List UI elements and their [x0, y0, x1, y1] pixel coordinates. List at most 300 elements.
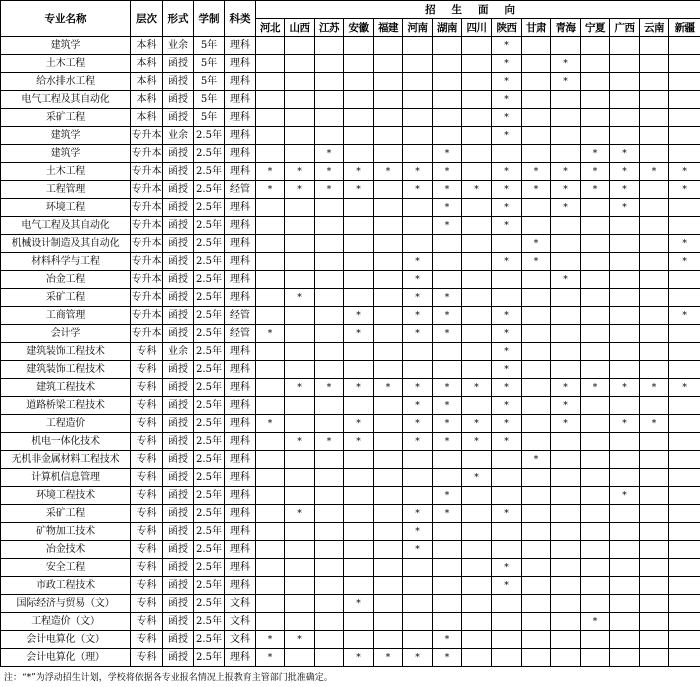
cell-province-mark [403, 127, 433, 145]
header-province: 陕西 [492, 19, 522, 37]
cell-province-mark [256, 253, 285, 271]
cell-form: 函授 [163, 325, 194, 343]
cell-province-mark [285, 415, 315, 433]
cell-province-mark: * [492, 577, 522, 595]
cell-category: 理科 [225, 343, 256, 361]
cell-province-mark: * [374, 649, 403, 667]
cell-province-mark: * [315, 379, 344, 397]
cell-province-mark: * [403, 163, 433, 181]
cell-province-mark [433, 613, 462, 631]
cell-province-mark [610, 469, 640, 487]
cell-level: 专升本 [131, 145, 163, 163]
cell-category: 理科 [225, 469, 256, 487]
cell-province-mark [285, 397, 315, 415]
cell-province-mark [640, 505, 669, 523]
cell-province-mark [374, 127, 403, 145]
cell-form: 函授 [163, 433, 194, 451]
cell-province-mark [462, 163, 492, 181]
cell-category: 理科 [225, 253, 256, 271]
header-province: 广西 [610, 19, 640, 37]
cell-province-mark [285, 217, 315, 235]
cell-province-mark [344, 235, 374, 253]
cell-province-mark [315, 217, 344, 235]
cell-province-mark [492, 487, 522, 505]
cell-years: 2.5年 [194, 451, 225, 469]
cell-province-mark [551, 559, 581, 577]
cell-province-mark [256, 109, 285, 127]
cell-province-mark [610, 325, 640, 343]
cell-province-mark [462, 577, 492, 595]
cell-province-mark [374, 631, 403, 649]
cell-province-mark: * [344, 415, 374, 433]
cell-province-mark [610, 271, 640, 289]
cell-province-mark [581, 289, 610, 307]
cell-province-mark [315, 91, 344, 109]
cell-province-mark [462, 451, 492, 469]
cell-province-mark [669, 577, 700, 595]
cell-province-mark [522, 91, 551, 109]
cell-province-mark: * [610, 199, 640, 217]
cell-province-mark [433, 37, 462, 55]
cell-province-mark [374, 307, 403, 325]
cell-province-mark: * [285, 163, 315, 181]
cell-province-mark: * [640, 379, 669, 397]
cell-form: 函授 [163, 73, 194, 91]
cell-province-mark [669, 55, 700, 73]
cell-province-mark [581, 577, 610, 595]
cell-province-mark [522, 523, 551, 541]
cell-province-mark: * [492, 415, 522, 433]
cell-province-mark [256, 37, 285, 55]
cell-province-mark: * [492, 73, 522, 91]
cell-category: 理科 [225, 379, 256, 397]
cell-province-mark [462, 199, 492, 217]
cell-years: 2.5年 [194, 559, 225, 577]
header-row [1, 1, 700, 19]
cell-form: 函授 [163, 415, 194, 433]
cell-province-mark [551, 289, 581, 307]
cell-province-mark [581, 559, 610, 577]
cell-category: 理科 [225, 451, 256, 469]
cell-province-mark: * [315, 145, 344, 163]
cell-province-mark: * [462, 181, 492, 199]
cell-province-mark [640, 181, 669, 199]
cell-province-mark: * [315, 433, 344, 451]
cell-province-mark [581, 253, 610, 271]
cell-province-mark [581, 631, 610, 649]
cell-province-mark [522, 73, 551, 91]
footnote: 注：“*”为浮动招生计划，学校将依据各专业报名情况上报教育主管部门批准确定。 [4, 673, 333, 683]
cell-province-mark: * [256, 649, 285, 667]
cell-province-mark [581, 91, 610, 109]
cell-province-mark: * [403, 397, 433, 415]
cell-major: 给水排水工程 [1, 73, 131, 91]
cell-province-mark: * [492, 199, 522, 217]
cell-level: 专科 [131, 595, 163, 613]
cell-province-mark [462, 523, 492, 541]
cell-province-mark [285, 271, 315, 289]
cell-province-mark [669, 433, 700, 451]
cell-province-mark [551, 361, 581, 379]
cell-province-mark [610, 577, 640, 595]
cell-province-mark [640, 433, 669, 451]
cell-province-mark [344, 343, 374, 361]
cell-province-mark [640, 577, 669, 595]
cell-major: 会计电算化（文） [1, 631, 131, 649]
cell-province-mark [462, 343, 492, 361]
cell-province-mark [551, 433, 581, 451]
cell-province-mark [315, 469, 344, 487]
cell-province-mark [610, 73, 640, 91]
cell-province-mark [374, 145, 403, 163]
cell-province-mark [610, 523, 640, 541]
table-row [1, 469, 700, 487]
cell-province-mark [344, 91, 374, 109]
cell-level: 专科 [131, 397, 163, 415]
cell-province-mark [256, 487, 285, 505]
cell-province-mark [581, 415, 610, 433]
cell-form: 函授 [163, 523, 194, 541]
cell-province-mark [640, 289, 669, 307]
cell-province-mark [669, 109, 700, 127]
cell-province-mark [669, 595, 700, 613]
cell-province-mark [640, 361, 669, 379]
cell-province-mark [669, 271, 700, 289]
cell-years: 5年 [194, 91, 225, 109]
cell-form: 函授 [163, 91, 194, 109]
table-row [1, 253, 700, 271]
cell-province-mark [256, 577, 285, 595]
cell-province-mark [551, 37, 581, 55]
table-row [1, 487, 700, 505]
cell-province-mark [256, 433, 285, 451]
cell-province-mark [581, 307, 610, 325]
cell-level: 专科 [131, 613, 163, 631]
table-row [1, 109, 700, 127]
cell-province-mark [640, 55, 669, 73]
cell-years: 2.5年 [194, 343, 225, 361]
cell-years: 2.5年 [194, 541, 225, 559]
cell-province-mark [581, 505, 610, 523]
cell-province-mark [610, 55, 640, 73]
cell-years: 2.5年 [194, 649, 225, 667]
cell-province-mark [462, 325, 492, 343]
cell-province-mark [669, 397, 700, 415]
cell-years: 2.5年 [194, 325, 225, 343]
header-province: 山西 [285, 19, 315, 37]
cell-category: 理科 [225, 361, 256, 379]
cell-province-mark [640, 73, 669, 91]
cell-province-mark [462, 271, 492, 289]
cell-major: 道路桥梁工程技术 [1, 397, 131, 415]
cell-level: 专科 [131, 433, 163, 451]
cell-province-mark: * [285, 289, 315, 307]
cell-province-mark [640, 91, 669, 109]
cell-province-mark: * [433, 163, 462, 181]
cell-province-mark [403, 631, 433, 649]
cell-category: 理科 [225, 289, 256, 307]
cell-province-mark [315, 127, 344, 145]
cell-province-mark [551, 487, 581, 505]
cell-category: 理科 [225, 433, 256, 451]
cell-province-mark [669, 649, 700, 667]
cell-province-mark [522, 487, 551, 505]
cell-province-mark [403, 361, 433, 379]
header-direction: 招生面向 [256, 1, 700, 19]
cell-province-mark [522, 649, 551, 667]
cell-province-mark [581, 523, 610, 541]
table-row [1, 343, 700, 361]
cell-province-mark: * [344, 181, 374, 199]
cell-province-mark [669, 631, 700, 649]
cell-major: 建筑学 [1, 37, 131, 55]
table-row [1, 595, 700, 613]
cell-province-mark [669, 361, 700, 379]
cell-province-mark [285, 649, 315, 667]
cell-category: 理科 [225, 559, 256, 577]
cell-province-mark [610, 217, 640, 235]
cell-province-mark: * [492, 397, 522, 415]
cell-province-mark [522, 343, 551, 361]
cell-province-mark: * [433, 217, 462, 235]
cell-province-mark: * [256, 631, 285, 649]
cell-province-mark [610, 253, 640, 271]
cell-province-mark [315, 253, 344, 271]
cell-province-mark [640, 559, 669, 577]
header-province: 宁夏 [581, 19, 610, 37]
cell-province-mark [256, 199, 285, 217]
cell-province-mark: * [285, 379, 315, 397]
header-level: 层次 [131, 1, 163, 37]
cell-province-mark [344, 631, 374, 649]
cell-category: 经管 [225, 325, 256, 343]
cell-level: 本科 [131, 109, 163, 127]
cell-province-mark [610, 91, 640, 109]
cell-province-mark: * [492, 361, 522, 379]
cell-province-mark [669, 145, 700, 163]
cell-province-mark: * [433, 199, 462, 217]
cell-level: 专科 [131, 451, 163, 469]
cell-category: 理科 [225, 397, 256, 415]
cell-form: 函授 [163, 199, 194, 217]
cell-province-mark [433, 109, 462, 127]
cell-major: 会计电算化（理） [1, 649, 131, 667]
cell-category: 理科 [225, 73, 256, 91]
cell-category: 理科 [225, 37, 256, 55]
cell-level: 专科 [131, 523, 163, 541]
cell-form: 函授 [163, 109, 194, 127]
cell-province-mark [315, 343, 344, 361]
cell-province-mark [374, 559, 403, 577]
cell-province-mark: * [522, 451, 551, 469]
cell-province-mark: * [610, 487, 640, 505]
cell-years: 2.5年 [194, 235, 225, 253]
cell-province-mark: * [403, 289, 433, 307]
cell-major: 环境工程技术 [1, 487, 131, 505]
table-row [1, 145, 700, 163]
cell-province-mark [581, 217, 610, 235]
cell-province-mark [344, 397, 374, 415]
cell-province-mark [610, 451, 640, 469]
cell-level: 专科 [131, 361, 163, 379]
cell-province-mark: * [403, 271, 433, 289]
cell-province-mark [256, 271, 285, 289]
cell-years: 2.5年 [194, 577, 225, 595]
cell-province-mark [433, 523, 462, 541]
cell-level: 本科 [131, 73, 163, 91]
cell-province-mark [285, 577, 315, 595]
cell-years: 2.5年 [194, 361, 225, 379]
table-row [1, 127, 700, 145]
cell-years: 2.5年 [194, 613, 225, 631]
cell-major: 机械设计制造及其自动化 [1, 235, 131, 253]
cell-province-mark [344, 289, 374, 307]
cell-province-mark: * [344, 433, 374, 451]
cell-years: 2.5年 [194, 163, 225, 181]
cell-province-mark [403, 37, 433, 55]
cell-major: 工程造价 [1, 415, 131, 433]
cell-province-mark: * [492, 433, 522, 451]
cell-province-mark [610, 397, 640, 415]
cell-province-mark [669, 127, 700, 145]
cell-province-mark [403, 559, 433, 577]
cell-province-mark [581, 433, 610, 451]
cell-province-mark: * [492, 55, 522, 73]
cell-province-mark [256, 289, 285, 307]
cell-province-mark [492, 289, 522, 307]
cell-major: 安全工程 [1, 559, 131, 577]
cell-province-mark: * [433, 397, 462, 415]
cell-category: 文科 [225, 595, 256, 613]
cell-province-mark [344, 253, 374, 271]
cell-major: 建筑学 [1, 127, 131, 145]
cell-province-mark [522, 325, 551, 343]
cell-province-mark [581, 109, 610, 127]
cell-province-mark: * [581, 613, 610, 631]
cell-province-mark: * [492, 181, 522, 199]
cell-province-mark [492, 271, 522, 289]
cell-province-mark: * [256, 181, 285, 199]
cell-province-mark [344, 613, 374, 631]
cell-province-mark [285, 109, 315, 127]
cell-form: 函授 [163, 253, 194, 271]
cell-province-mark [551, 91, 581, 109]
cell-province-mark [551, 613, 581, 631]
cell-category: 经管 [225, 307, 256, 325]
cell-province-mark [581, 37, 610, 55]
cell-province-mark [374, 595, 403, 613]
cell-province-mark: * [462, 379, 492, 397]
cell-province-mark [551, 343, 581, 361]
cell-category: 理科 [225, 55, 256, 73]
cell-form: 函授 [163, 469, 194, 487]
cell-province-mark: * [403, 253, 433, 271]
cell-province-mark [374, 55, 403, 73]
cell-province-mark [551, 307, 581, 325]
cell-major: 冶金工程 [1, 271, 131, 289]
cell-province-mark [256, 595, 285, 613]
cell-years: 2.5年 [194, 415, 225, 433]
cell-province-mark [581, 199, 610, 217]
cell-province-mark [315, 559, 344, 577]
cell-province-mark [610, 127, 640, 145]
cell-province-mark [462, 487, 492, 505]
cell-form: 函授 [163, 145, 194, 163]
cell-province-mark [344, 127, 374, 145]
cell-level: 专升本 [131, 127, 163, 145]
cell-province-mark [374, 289, 403, 307]
header-province: 河北 [256, 19, 285, 37]
cell-category: 理科 [225, 523, 256, 541]
cell-province-mark [522, 613, 551, 631]
cell-province-mark [374, 73, 403, 91]
cell-form: 函授 [163, 595, 194, 613]
cell-province-mark [610, 505, 640, 523]
cell-province-mark [344, 271, 374, 289]
cell-province-mark [462, 91, 492, 109]
cell-level: 专科 [131, 649, 163, 667]
cell-province-mark: * [522, 163, 551, 181]
cell-province-mark [374, 37, 403, 55]
cell-level: 专科 [131, 487, 163, 505]
cell-form: 函授 [163, 541, 194, 559]
cell-province-mark: * [433, 145, 462, 163]
cell-province-mark [462, 37, 492, 55]
cell-province-mark: * [492, 505, 522, 523]
cell-province-mark [462, 127, 492, 145]
cell-province-mark [433, 127, 462, 145]
cell-province-mark [492, 469, 522, 487]
cell-province-mark [551, 631, 581, 649]
cell-province-mark: * [344, 379, 374, 397]
cell-province-mark [433, 343, 462, 361]
cell-province-mark: * [669, 307, 700, 325]
header-category: 科类 [225, 1, 256, 37]
cell-years: 5年 [194, 55, 225, 73]
cell-major: 机电一体化技术 [1, 433, 131, 451]
cell-province-mark: * [433, 289, 462, 307]
cell-form: 业余 [163, 127, 194, 145]
cell-province-mark [285, 307, 315, 325]
cell-province-mark: * [610, 379, 640, 397]
cell-years: 2.5年 [194, 217, 225, 235]
cell-years: 5年 [194, 73, 225, 91]
cell-category: 理科 [225, 505, 256, 523]
cell-level: 专升本 [131, 271, 163, 289]
cell-form: 函授 [163, 487, 194, 505]
cell-province-mark [374, 469, 403, 487]
cell-province-mark [640, 523, 669, 541]
cell-major: 电气工程及其自动化 [1, 217, 131, 235]
cell-level: 专升本 [131, 253, 163, 271]
cell-province-mark [522, 307, 551, 325]
cell-province-mark [285, 451, 315, 469]
cell-form: 函授 [163, 649, 194, 667]
cell-province-mark [640, 343, 669, 361]
cell-province-mark [315, 505, 344, 523]
table-row [1, 541, 700, 559]
cell-province-mark [374, 325, 403, 343]
table-row [1, 559, 700, 577]
cell-province-mark [669, 505, 700, 523]
cell-province-mark: * [433, 181, 462, 199]
cell-province-mark [640, 271, 669, 289]
cell-province-mark [522, 433, 551, 451]
cell-province-mark [344, 37, 374, 55]
cell-province-mark [344, 469, 374, 487]
cell-province-mark [640, 487, 669, 505]
cell-province-mark [492, 649, 522, 667]
